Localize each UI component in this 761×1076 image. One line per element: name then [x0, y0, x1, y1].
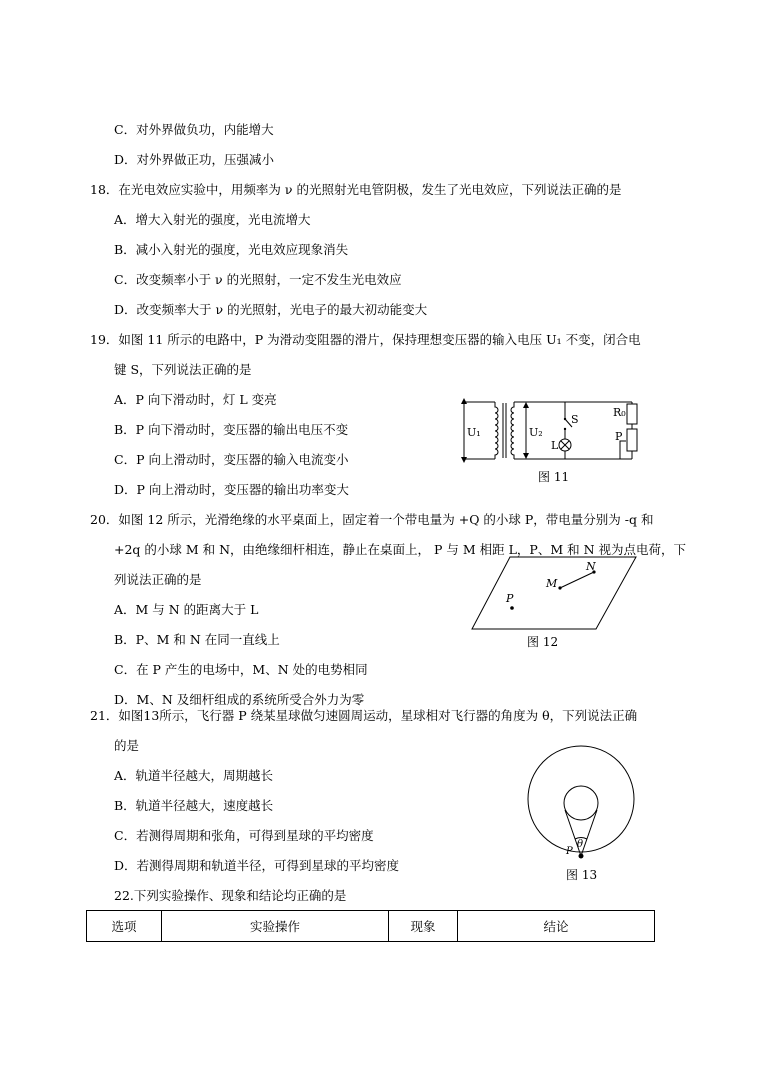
q22-table: [86, 910, 655, 942]
q18-option-a: A．增大入射光的强度，光电流增大: [114, 212, 311, 227]
q17-option-d: D．对外界做正功，压强减小: [114, 152, 275, 167]
q19-stem-line1: 19．如图 11 所示的电路中，P 为滑动变阻器的滑片，保持理想变压器的输入电压 U₁ 不变，闭合电: [90, 332, 641, 347]
q19-option-b: B．P 向下滑动时，变压器的输出电压不变: [114, 422, 349, 437]
q21-option-c: C．若测得周期和张角，可得到星球的平均密度: [114, 828, 374, 843]
q21-option-b: B．轨道半径越大，速度越长: [114, 798, 274, 813]
fig13-caption: 图 13: [566, 868, 598, 882]
q21-option-a: A．轨道半径越大，周期越长: [114, 768, 274, 783]
fig12-m-label: M: [546, 577, 558, 590]
fig11-lamp-label: L: [551, 439, 559, 452]
header-option: 选项: [87, 911, 162, 942]
fig11-caption: 图 11: [538, 470, 570, 484]
q18-stem: 18．在光电效应实验中，用频率为 ν 的光照射光电管阴极，发生了光电效应，下列说法正确的是: [90, 182, 622, 197]
q18-option-c: C．改变频率小于 ν 的光照射，一定不发生光电效应: [114, 272, 402, 287]
figure-11-circuit: [455, 395, 645, 467]
q19-option-c: C．P 向上滑动时，变压器的输入电流变小: [114, 452, 349, 467]
q20-option-d: D．M、N 及细杆组成的系统所受合外力为零: [114, 692, 365, 707]
q20-stem-line2: +2q 的小球 M 和 N，由绝缘细杆相连，静止在桌面上， P 与 M 相距 L，P、M 和 N 视为点电荷，下: [114, 542, 687, 557]
q19-stem-line2: 键 S，下列说法正确的是: [114, 362, 252, 377]
figure-12-table: [470, 555, 640, 631]
q17-option-c: C．对外界做负功，内能增大: [114, 122, 274, 137]
q20-option-b: B．P、M 和 N 在同一直线上: [114, 632, 280, 647]
q21-option-d: D．若测得周期和轨道半径，可得到星球的平均密度: [114, 858, 400, 873]
q21-stem-line2: 的是: [114, 738, 140, 753]
q20-option-a: A．M 与 N 的距离大于 L: [114, 602, 259, 617]
fig11-switch-label: S: [571, 413, 579, 426]
q18-option-b: B．减小入射光的强度，光电效应现象消失: [114, 242, 349, 257]
fig12-p-label: P: [506, 592, 514, 605]
q21-stem-line1: 21．如图13所示，飞行器 P 绕某星球做匀速圆周运动，星球相对飞行器的角度为 θ，下列说法正确: [90, 708, 638, 723]
header-operation: 实验操作: [162, 911, 389, 942]
header-conclusion: 结论: [458, 911, 655, 942]
fig11-r0-label: R₀: [613, 406, 626, 419]
q20-option-c: C．在 P 产生的电场中，M、N 处的电势相同: [114, 662, 368, 677]
fig13-p-label: P: [566, 846, 573, 857]
fig11-u1-label: U₁: [467, 426, 481, 439]
q22-stem: 22.下列实验操作、现象和结论均正确的是: [114, 888, 347, 903]
q20-stem-line1: 20．如图 12 所示，光滑绝缘的水平桌面上，固定着一个带电量为 +Q 的小球 P，带电量分别为 -q 和: [90, 512, 654, 527]
q19-option-a: A．P 向下滑动时，灯 L 变亮: [114, 392, 277, 407]
fig13-theta-label: θ: [577, 839, 584, 850]
header-phenomenon: 现象: [389, 911, 458, 942]
table-header-row: [87, 911, 655, 942]
fig12-n-label: N: [586, 560, 596, 573]
fig12-caption: 图 12: [527, 635, 559, 649]
q18-option-d: D．改变频率大于 ν 的光照射，光电子的最大初动能变大: [114, 302, 428, 317]
figure-13-orbit: [520, 735, 640, 865]
q19-option-d: D．P 向上滑动时，变压器的输出功率变大: [114, 482, 349, 497]
fig11-slider-label: P: [615, 430, 623, 443]
fig11-u2-label: U₂: [529, 426, 543, 439]
q20-stem-line3: 列说法正确的是: [114, 572, 202, 587]
